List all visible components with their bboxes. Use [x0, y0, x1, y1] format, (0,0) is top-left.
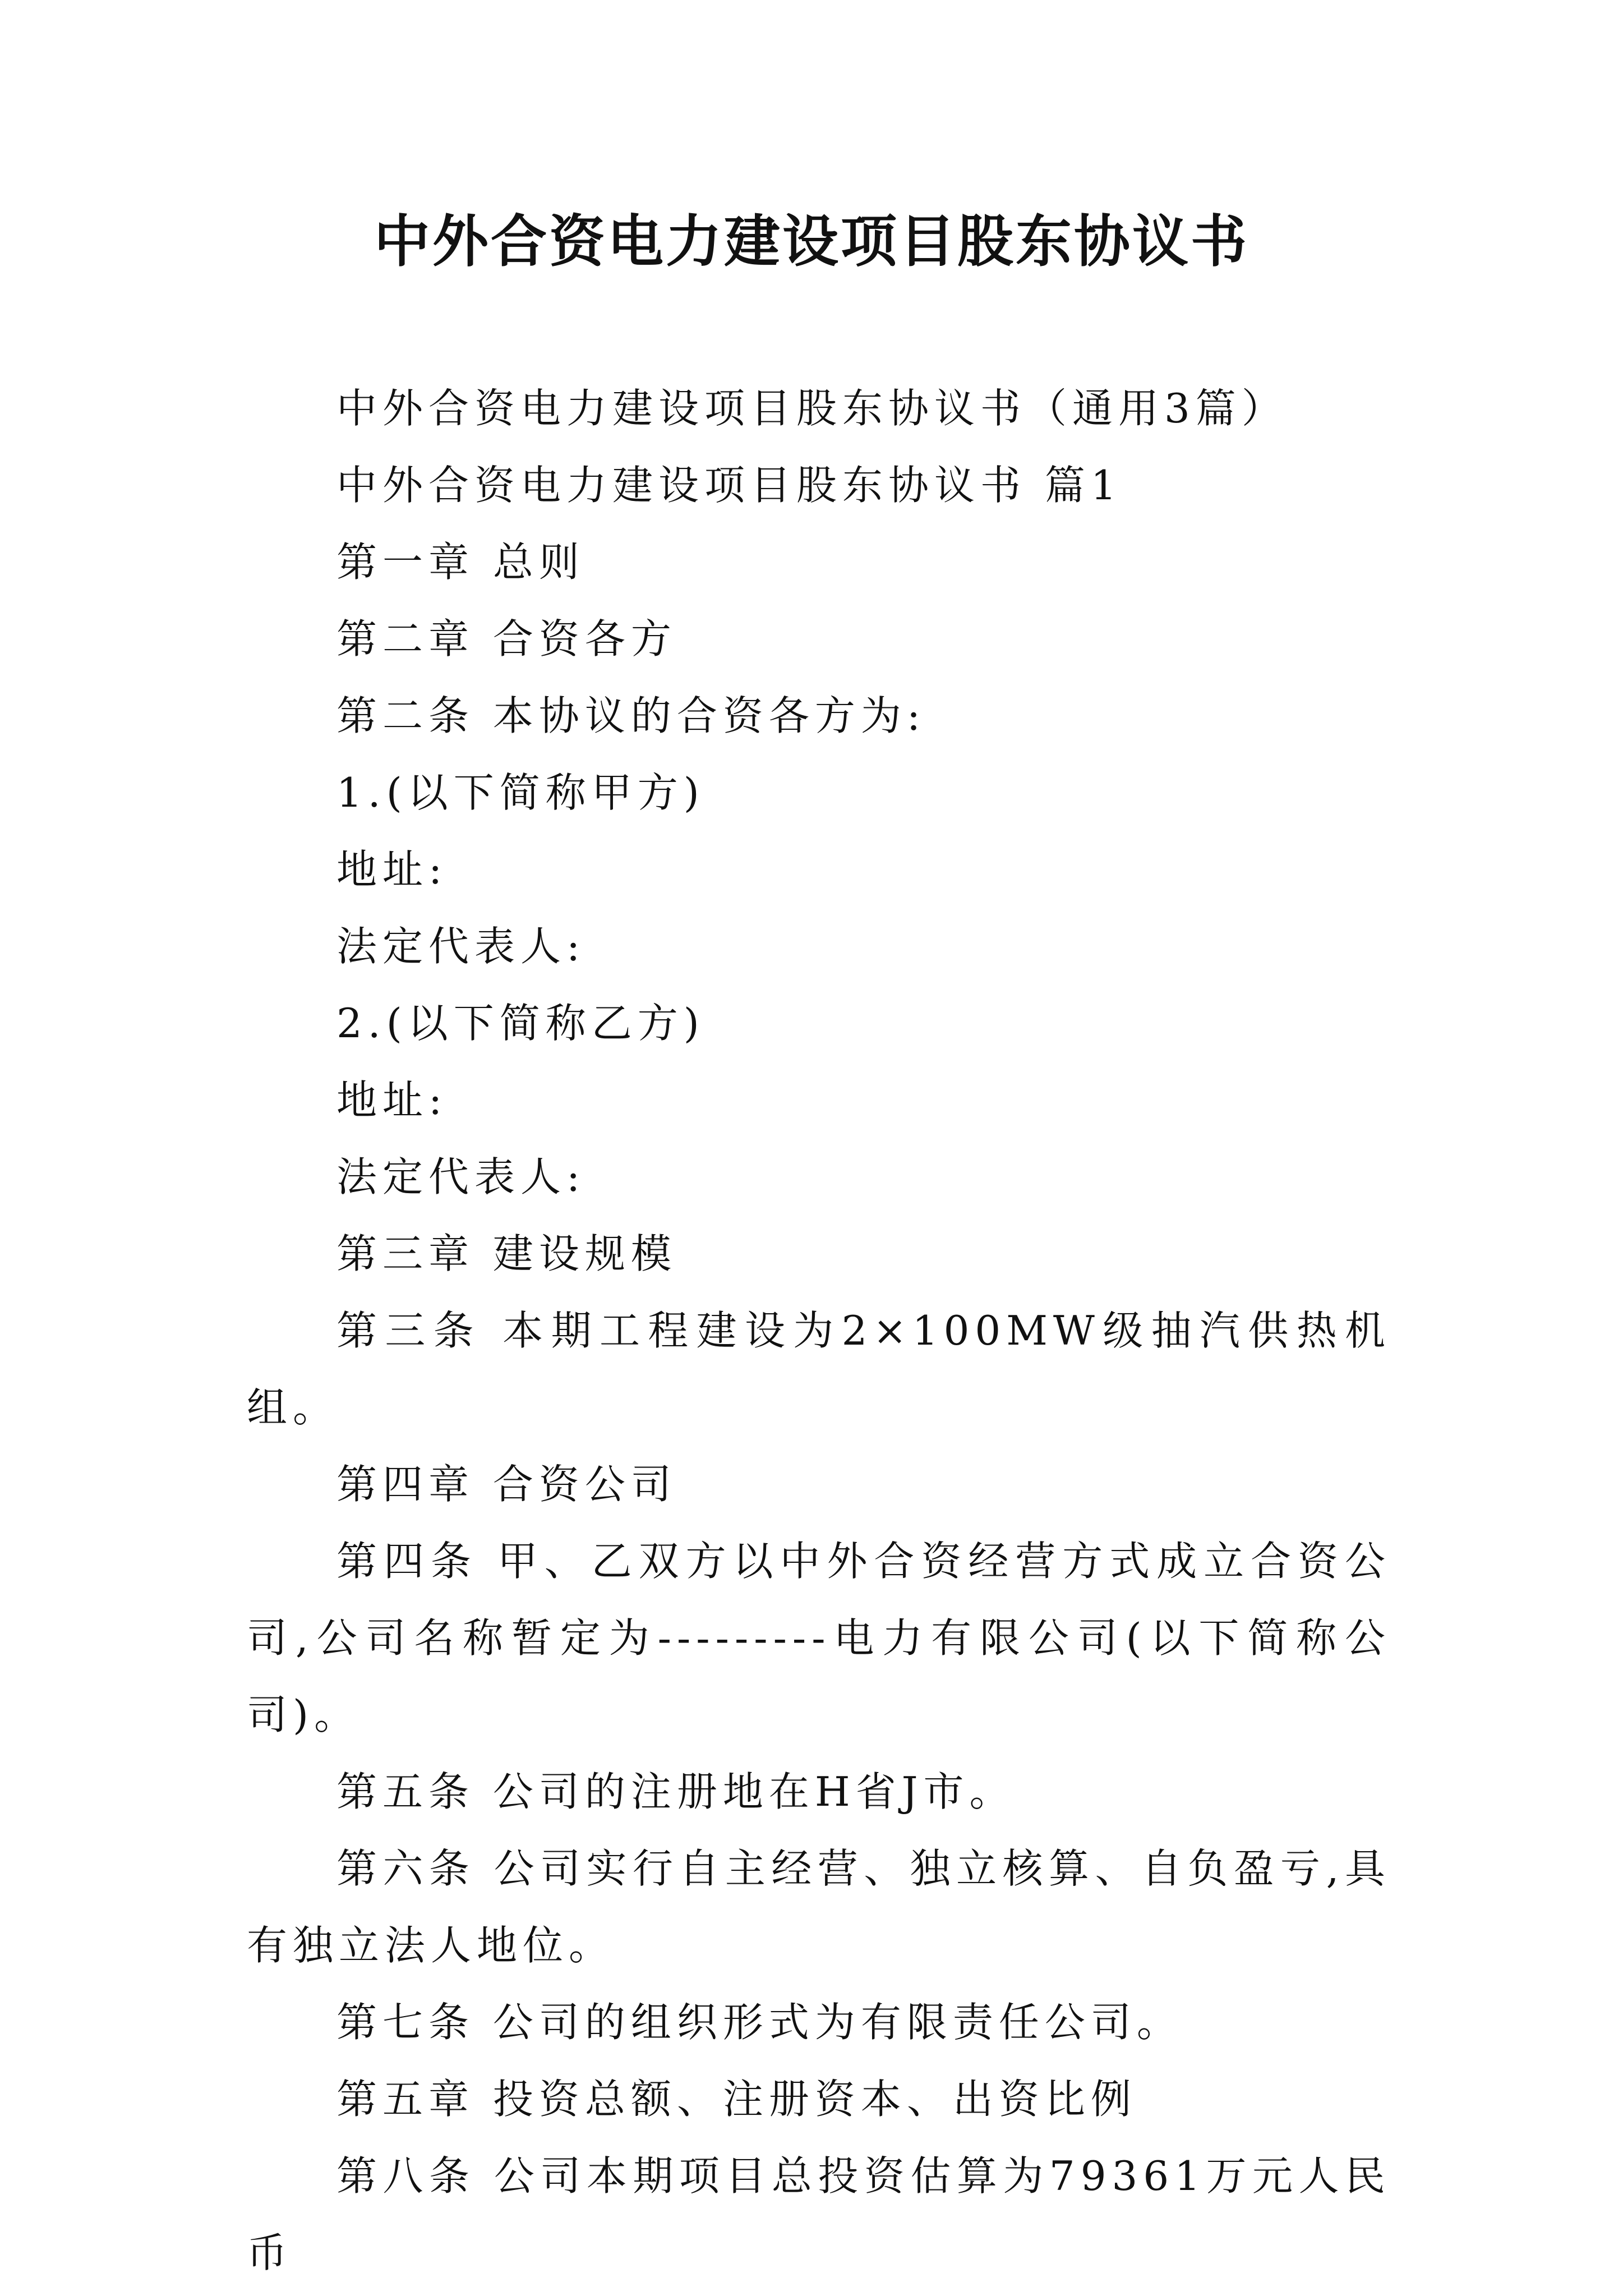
chapter-heading: 第二章 合资各方	[336, 615, 677, 662]
chapter-heading: 第三章 建设规模	[336, 1230, 677, 1277]
article: 第二条 本协议的合资各方为:	[336, 692, 926, 739]
article: 第五条 公司的注册地在H省J市。	[336, 1768, 1016, 1815]
party-item: 1.(以下简称甲方)	[336, 769, 705, 816]
article: 第四条 甲、乙双方以中外合资经营方式成立合资公司,公司名称暂定为---------电力有限公司(以下简称公司)。	[247, 1538, 1391, 1738]
article: 第七条 公司的组织形式为有限责任公司。	[336, 1999, 1183, 2046]
paragraph: 中外合资电力建设项目股东协议书 篇1	[336, 462, 1122, 509]
article: 第六条 公司实行自主经营、独立核算、自负盈亏,具有独立法人地位。	[247, 1845, 1391, 1969]
document-title: 中外合资电力建设项目股东协议书	[374, 208, 1249, 274]
party-address: 地址:	[336, 846, 448, 893]
article: 第三条 本期工程建设为2×100MW级抽汽供热机组。	[247, 1307, 1391, 1431]
paragraph: 中外合资电力建设项目股东协议书（通用3篇）	[336, 385, 1288, 432]
chapter-heading: 第五章 投资总额、注册资本、出资比例	[336, 2076, 1137, 2123]
chapter-heading: 第一章 总则	[336, 539, 585, 586]
party-item: 2.(以下简称乙方)	[336, 1000, 705, 1047]
party-representative: 法定代表人:	[336, 1153, 586, 1200]
article: 第八条 公司本期项目总投资估算为79361万元人民币	[247, 2152, 1391, 2276]
party-representative: 法定代表人:	[336, 923, 586, 970]
document-body	[247, 370, 1391, 2292]
chapter-heading: 第四章 合资公司	[336, 1461, 677, 1508]
party-address: 地址:	[336, 1076, 448, 1124]
